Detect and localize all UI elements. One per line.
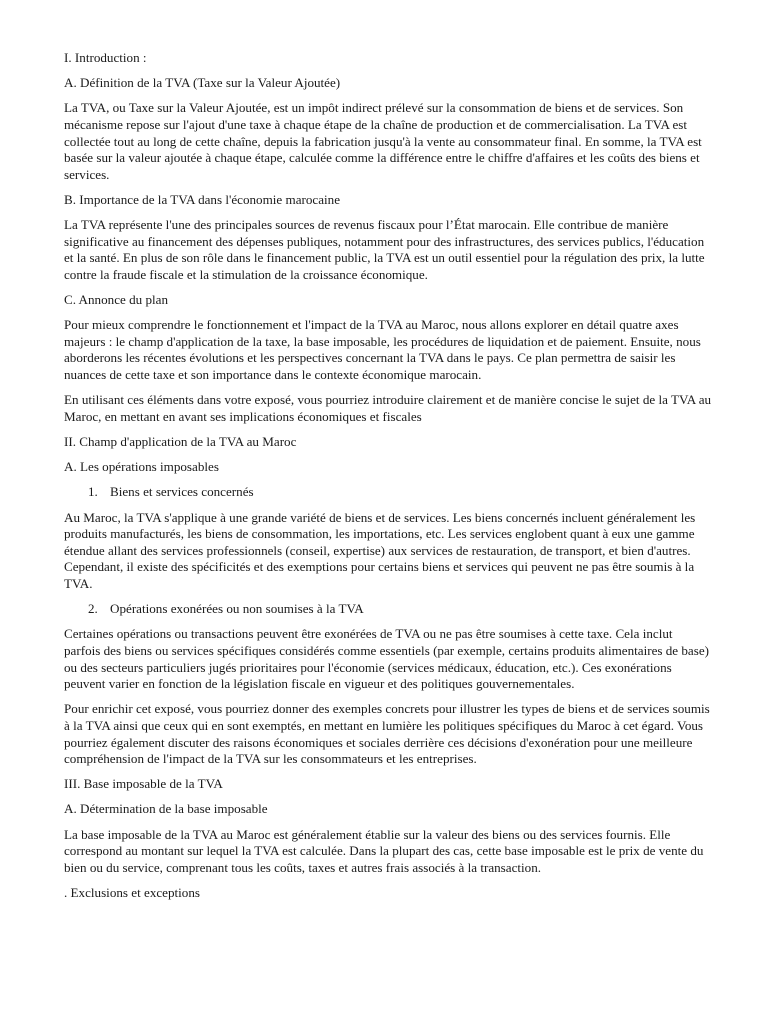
list-item-number: 2. bbox=[88, 601, 98, 617]
paragraph-biens-services: Au Maroc, la TVA s'applique à une grande variété de biens et de services. Les biens concernés incluent généralement les produits manufacturés, les biens de consommation, les importations, etc. Les services englobent quant à eux une gamme étendue allant des services professionnels (conseil, expertise) aux services de restauration, de transport, et bien d'autres. Cependant, il existe des spécificités et des exemptions pour certains biens et services qui peuvent ne pas être soumis à la TVA. bbox=[64, 509, 696, 591]
list-item-biens-services bbox=[64, 484, 712, 501]
paragraph-plan: Pour mieux comprendre le fonctionnement et l'impact de la TVA au Maroc, nous allons explorer en détail quatre axes majeurs : le champ d'application de la taxe, la base imposable, les procédures de liquidation et de paiement. Ensuite, nous aborderons les récentes évolutions et les perspectives concernant la TVA dans le pays. Ce plan permettra de saisir les nuances de cette taxe et son importance dans le contexte économique marocain. bbox=[64, 317, 701, 383]
paragraph-definition: La TVA, ou Taxe sur la Valeur Ajoutée, est un impôt indirect prélevé sur la consommation de biens et de services. Son mécanisme repose sur l'ajout d'une taxe à chaque étape de la chaîne de production et de commercialisation. La TVA est collectée tout au long de cette chaîne, depuis la fabrication jusqu'à la vente au consommateur final. En somme, la TVA est basée sur la valeur ajoutée à chaque étape, calculée comme la différence entre le chiffre d'affaires et les coûts des biens et services. bbox=[64, 100, 702, 182]
section-heading-base-imposable: III. Base imposable de la TVA bbox=[64, 776, 223, 792]
list-item-label: Opérations exonérées ou non soumises à la TVA bbox=[110, 601, 364, 617]
subsection-heading-plan: C. Annonce du plan bbox=[64, 292, 169, 308]
subsection-heading-operations: A. Les opérations imposables bbox=[64, 459, 219, 475]
subsection-heading-exclusions: . Exclusions et exceptions bbox=[64, 885, 201, 901]
subsection-heading-determination: A. Détermination de la base imposable bbox=[64, 801, 268, 817]
paragraph-enrichir: Pour enrichir cet exposé, vous pourriez donner des exemples concrets pour illustrer les types de biens et de services soumis à la TVA ainsi que ceux qui en sont exemptés, en mettant en lumière les politiques spécifiques du Maroc à cet égard. Vous pourriez également discuter des raisons économiques et sociales derrière ces décisions d'exonération pour une meilleure compréhension de l'impact de la TVA sur les consommateurs et les entreprises. bbox=[64, 701, 710, 767]
list-item-operations-exonerees bbox=[64, 601, 712, 618]
paragraph-base-imposable: La base imposable de la TVA au Maroc est généralement établie sur la valeur des biens ou des services fournis. Elle correspond au montant sur lequel la TVA est calculée. Dans la plupart des cas, cette base imposable est le prix de vente du bien ou du service, comprenant tous les coûts, taxes et autres frais associés à la transaction. bbox=[64, 826, 704, 875]
document-page bbox=[64, 50, 712, 910]
list-item-number: 1. bbox=[88, 484, 98, 500]
paragraph-operations-exonerees: Certaines opérations ou transactions peuvent être exonérées de TVA ou ne pas être soumises à cette taxe. Cela inclut parfois des biens ou services spécifiques considérés comme essentiels (par exemple, certains produits alimentaires de base) ou des secteurs particuliers jugés prioritaires pour l'économie (services médicaux, éducation, etc.). Ces exonérations peuvent varier en fonction de la législation fiscale en vigueur et des politiques gouvernementales. bbox=[64, 626, 710, 692]
subsection-heading-definition: A. Définition de la TVA (Taxe sur la Valeur Ajoutée) bbox=[64, 75, 341, 91]
section-heading-introduction: I. Introduction : bbox=[64, 50, 147, 65]
subsection-heading-importance: B. Importance de la TVA dans l'économie marocaine bbox=[64, 191, 341, 207]
paragraph-plan-note: En utilisant ces éléments dans votre exposé, vous pourriez introduire clairement et de manière concise le sujet de la TVA au Maroc, en mettant en avant ses implications économiques et fiscales bbox=[64, 392, 712, 424]
paragraph-importance: La TVA représente l'une des principales sources de revenus fiscaux pour l’État marocain. Elle contribue de manière significative au financement des dépenses publiques, notamment pour des infrastructures, des services publics, l'éducation et la santé. En plus de son rôle dans le financement public, la TVA est un outil essentiel pour la régulation des prix, la lutte contre la fraude fiscale et la stimulation de la croissance économique. bbox=[64, 217, 705, 282]
section-heading-champ: II. Champ d'application de la TVA au Maroc bbox=[64, 434, 297, 450]
list-item-label: Biens et services concernés bbox=[110, 484, 254, 500]
